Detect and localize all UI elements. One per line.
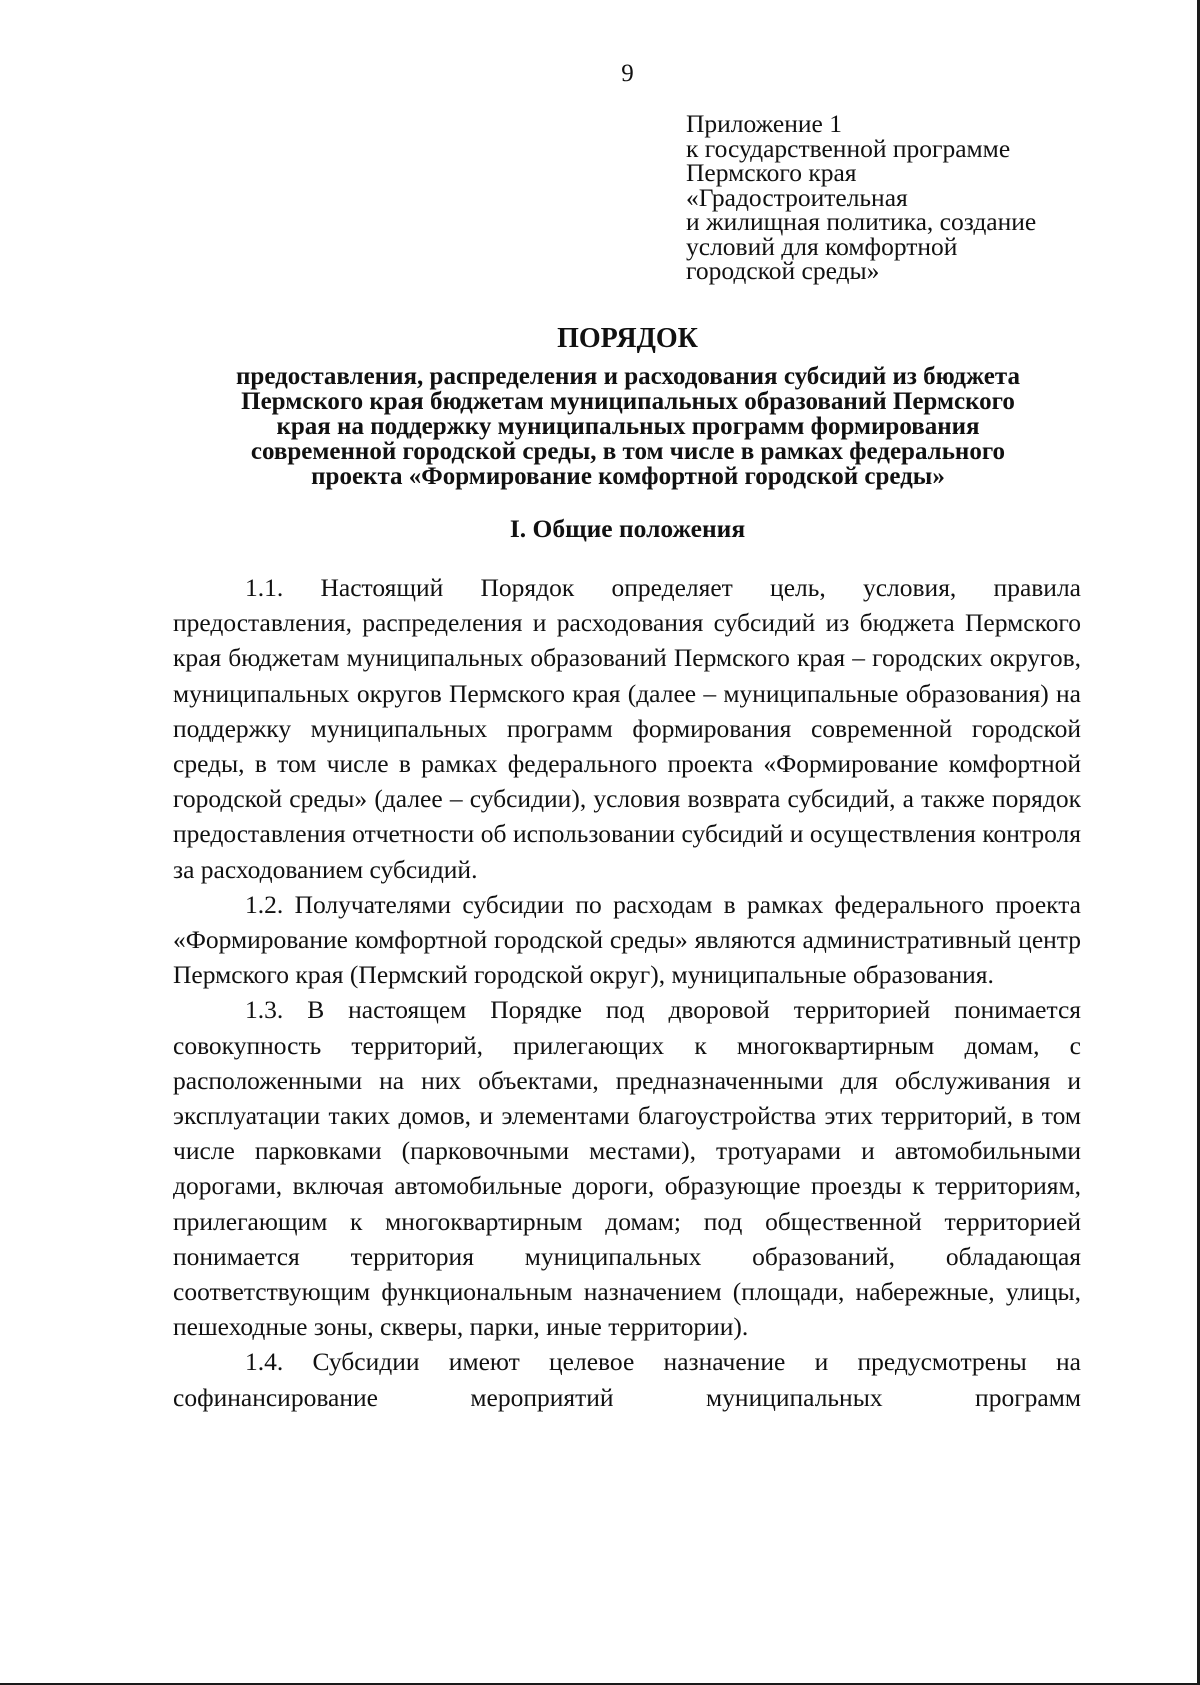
- subtitle-line: края на поддержку муниципальных программ формирования: [276, 413, 980, 440]
- appendix-line: «Градостроительная: [686, 182, 908, 212]
- paragraph-1-3: 1.3. В настоящем Порядке под дворовой территорией понимается совокупность территорий, прилегающих к многоквартирным домам, с расположенными на них объектами, предназначенными для обслуживания и эксплуатации таких домов, и элементами благоустройства этих территорий, в том числе парковками (парковочными местами), тротуарами и автомобильными дорогами, включая автомобильные дороги, образующие проезды к территориям, прилегающим к многоквартирным домам; под общественной территорией понимается территория муниципальных образований, обладающая соответствующим функциональным назначением (площади, набережные, улицы, пешеходные зоны, скверы, парки, иные территории).: [173, 995, 1081, 1342]
- appendix-line: Приложение 1: [686, 109, 842, 138]
- subtitle-line: современной городской среды, в том числе в рамках федерального: [250, 438, 1006, 465]
- subtitle-line: проекта «Формирование комфортной городской среды»: [311, 463, 945, 490]
- appendix-reference: [686, 109, 1156, 285]
- page-number: 9: [621, 60, 634, 87]
- document-body: [173, 570, 1081, 1415]
- subtitle-line: Пермского края бюджетам муниципальных образований Пермского: [241, 388, 1015, 415]
- paragraph-1-4: 1.4. Субсидии имеют целевое назначение и предусмотрены на софинансирование мероприятий муниципальных программ: [173, 1347, 1081, 1412]
- document-subtitle: [170, 364, 1086, 489]
- paragraph-1-1: 1.1. Настоящий Порядок определяет цель, условия, правила предоставления, распределения и расходования субсидий из бюджета Пермского края бюджетам муниципальных образований Пермского края – городских округов, муниципальных округов Пермского края (далее – муниципальные образования) на поддержку муниципальных программ формирования современной городской среды, в том числе в рамках федерального проекта «Формирование комфортной городской среды» (далее – субсидии), условия возврата субсидий, а также порядок предоставления отчетности об использовании субсидий и осуществления контроля за расходованием субсидий.: [173, 573, 1081, 884]
- appendix-line: городской среды»: [686, 256, 880, 285]
- document-title: ПОРЯДОК: [557, 323, 698, 354]
- subtitle-line: предоставления, распределения и расходования субсидий из бюджета: [236, 363, 1020, 390]
- section-heading: I. Общие положения: [509, 514, 746, 543]
- appendix-line: Пермского края: [686, 158, 857, 187]
- appendix-line: условий для комфортной: [686, 231, 958, 261]
- appendix-line: к государственной программе: [686, 133, 1011, 163]
- paragraph-1-2: 1.2. Получателями субсидии по расходам в рамках федерального проекта «Формирование комфортной городской среды» являются административный центр Пермского края (Пермский городской округ), муниципальные образования.: [173, 889, 1081, 990]
- appendix-line: и жилищная политика, создание: [686, 207, 1037, 236]
